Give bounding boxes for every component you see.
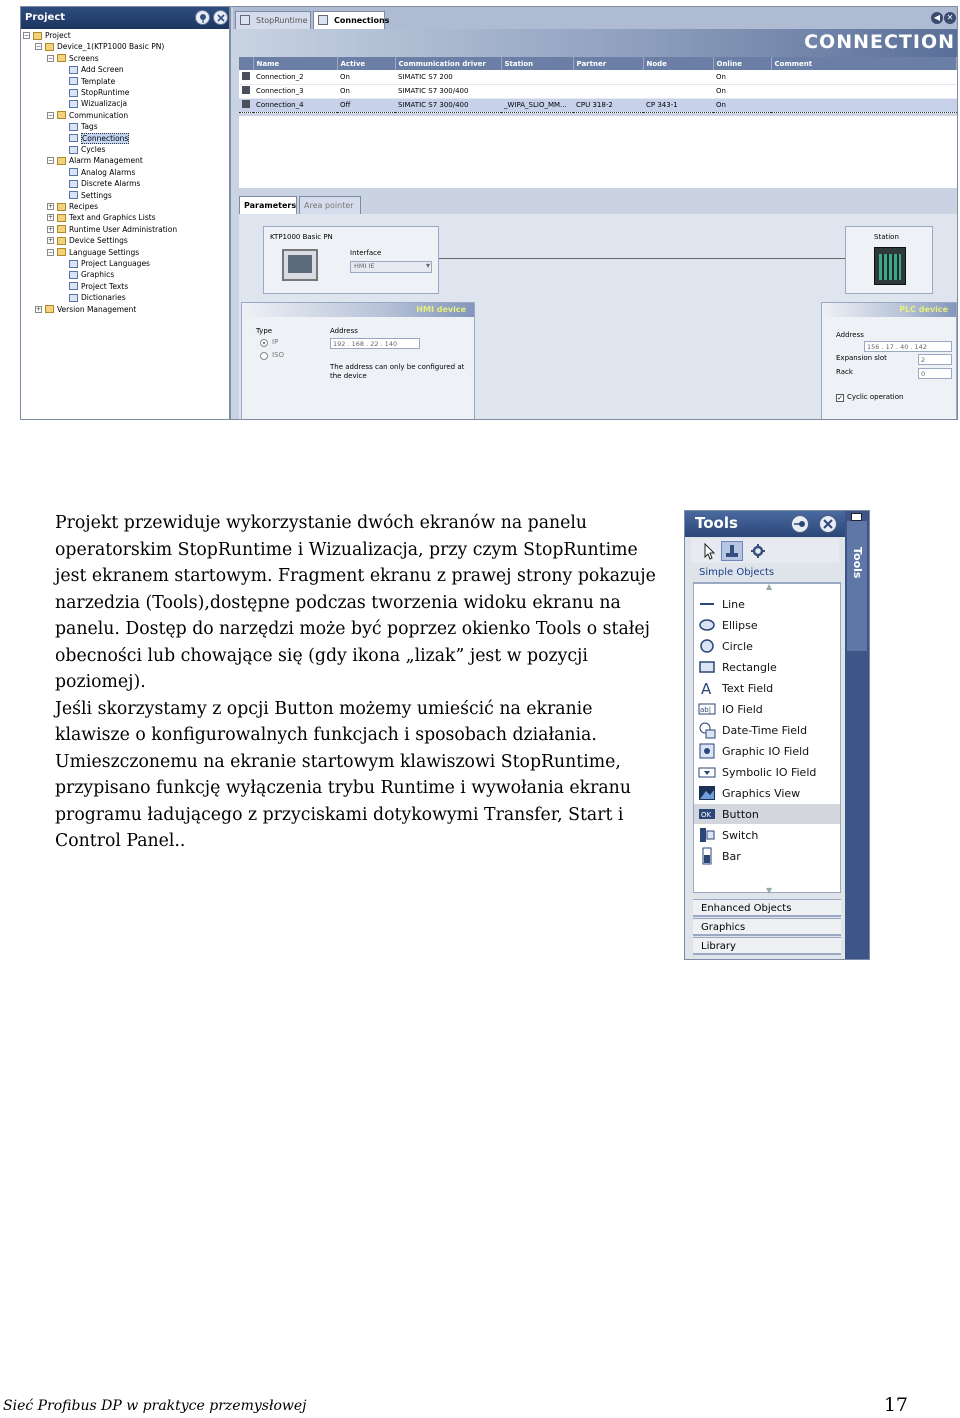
tree-item-label: Discrete Alarms — [81, 179, 141, 189]
plc-config-title: PLC device — [822, 303, 956, 317]
tree-item[interactable] — [23, 30, 71, 41]
tree-item-label: Screens — [69, 53, 99, 63]
table-cell[interactable]: Connection_2 — [253, 70, 337, 84]
connection-row-icon — [242, 100, 250, 108]
tree-item-label: Project Languages — [81, 259, 150, 268]
pointer-icon[interactable] — [697, 541, 719, 561]
switch-icon — [698, 826, 716, 844]
footer-title: Sieć Profibus DP w praktyce przemysłowej — [3, 1398, 307, 1414]
project-tree-panel — [21, 7, 231, 420]
objects-icon[interactable] — [721, 541, 743, 561]
tools-panel — [684, 510, 870, 960]
tool-item-date-time-field[interactable] — [694, 720, 840, 740]
col-name[interactable]: Name — [253, 57, 337, 70]
connections-editor — [233, 7, 957, 420]
tree-item-label: Add Screen — [81, 65, 124, 75]
col-online[interactable]: Online — [713, 57, 771, 70]
table-cell[interactable]: On — [337, 84, 395, 98]
project-tree-title: Project — [25, 12, 66, 23]
tree-item-label: Runtime User Administration — [69, 224, 178, 234]
item-icon — [69, 191, 78, 199]
paragraph-2: Jeśli skorzystamy z opcji Button możemy umieścić na ekranie klawisze o konfigurowalnych funkcjach i sposobach działania. Umieszczonemu na ekranie startowym klawiszowi StopRuntime, przypisano funkcję wyłączenia trybu Runtime i wywołania ekranu programu ładującego z przyciskami dotykowymi Transfer, Start i Control Panel.. — [55, 698, 631, 851]
tree-item-label: Template — [81, 76, 116, 86]
folder-icon — [57, 248, 66, 256]
table-cell[interactable]: On — [713, 84, 771, 98]
tree-item[interactable] — [47, 212, 156, 223]
connection-row-icon — [242, 72, 250, 80]
symbolic-io-icon — [698, 763, 716, 781]
hmi-address-field[interactable]: 192 . 168 . 22 . 140 — [330, 338, 420, 349]
tool-item-label: Text Field — [722, 681, 774, 695]
section-library[interactable]: Library — [693, 937, 841, 955]
item-icon — [69, 77, 78, 85]
interface-label: Interface — [350, 249, 382, 257]
tree-item-label: Graphics — [81, 270, 115, 280]
type-ip-radio[interactable] — [260, 339, 268, 347]
body-text — [55, 510, 670, 855]
io-field-icon — [698, 700, 716, 718]
plc-station-card — [845, 226, 933, 294]
tool-item-rectangle[interactable] — [694, 657, 840, 677]
tool-item-text-field[interactable] — [694, 678, 840, 698]
type-iso-radio[interactable] — [260, 352, 268, 360]
plc-address-label: Address — [836, 331, 864, 339]
folder-icon — [33, 32, 42, 40]
table-cell[interactable]: On — [337, 70, 395, 84]
line-icon — [698, 595, 716, 613]
station-label: Station — [874, 233, 899, 241]
tree-item[interactable] — [59, 98, 127, 109]
plc-address-field[interactable]: 156 . 17 . 40 . 142 — [864, 341, 952, 352]
tree-expand-icon[interactable]: + — [48, 225, 54, 233]
cyclic-operation-label: Cyclic operation — [847, 393, 904, 401]
col-node[interactable]: Node — [643, 57, 713, 70]
folder-icon — [57, 237, 66, 245]
tools-side-tab[interactable] — [847, 521, 867, 651]
table-cell[interactable]: SIMATIC S7 300/400 — [395, 98, 501, 112]
hmi-address-note: The address can only be configured at the device — [330, 363, 465, 380]
section-graphics[interactable]: Graphics — [693, 918, 841, 936]
svg-text:OK: OK — [701, 811, 712, 819]
rectangle-icon — [698, 658, 716, 676]
col-station[interactable]: Station — [501, 57, 573, 70]
tree-expand-icon[interactable]: + — [48, 203, 54, 210]
table-row[interactable] — [239, 84, 957, 98]
hmi-device-card — [263, 226, 439, 294]
tools-side-label: Tools — [851, 547, 864, 579]
pin-icon[interactable] — [791, 515, 809, 533]
item-icon — [69, 294, 78, 302]
tree-item-label: Project Texts — [81, 281, 129, 291]
parameters-area — [239, 214, 957, 420]
button-icon — [698, 805, 716, 823]
tree-item-label: Version Management — [57, 304, 137, 314]
ellipse-icon — [698, 616, 716, 634]
tree-item[interactable] — [47, 224, 177, 235]
tree-expand-icon[interactable]: + — [36, 305, 42, 313]
table-cell[interactable]: Connection_4 — [253, 98, 337, 112]
col-comment[interactable]: Comment — [771, 57, 957, 70]
tree-item[interactable] — [59, 258, 150, 269]
tools-toolbar — [691, 539, 839, 563]
interface-select[interactable]: HMI IE ▾ — [350, 261, 432, 273]
expansion-slot-label: Expansion slot — [836, 354, 887, 362]
tool-item-label: Switch — [722, 828, 759, 842]
banner-title: CONNECTION — [804, 31, 955, 53]
tool-item-button[interactable] — [694, 804, 840, 824]
tab-parameters[interactable]: Parameters — [239, 196, 297, 214]
tree-item[interactable] — [35, 41, 164, 52]
tab-prev-icon[interactable]: ◀ — [931, 12, 943, 24]
tree-item-label: Alarm Management — [69, 156, 143, 166]
section-enhanced-objects[interactable]: Enhanced Objects — [693, 899, 841, 917]
tool-item-graphics-view[interactable] — [694, 783, 840, 803]
tree-item-label: Analog Alarms — [81, 167, 136, 177]
tool-item-bar[interactable] — [694, 846, 840, 866]
tab-connections[interactable]: Connections — [313, 11, 385, 29]
item-icon — [69, 282, 78, 290]
folder-icon — [57, 111, 66, 119]
tree-item-label: Wizualizacja — [81, 99, 128, 109]
tree-item[interactable] — [59, 281, 128, 292]
folder-icon — [57, 203, 66, 211]
tool-item-label: Line — [722, 597, 745, 611]
table-cell[interactable]: On — [713, 98, 771, 112]
table-cell[interactable] — [573, 70, 643, 84]
page-number: 17 — [883, 1394, 908, 1416]
tree-item-label: Tags — [81, 122, 98, 132]
table-cell[interactable] — [573, 84, 643, 98]
tree-expand-icon[interactable]: − — [48, 54, 54, 62]
tree-item-label: Device Settings — [69, 236, 128, 246]
tab-area-pointer[interactable]: Area pointer — [299, 196, 361, 214]
tree-item-label: Recipes — [69, 202, 98, 211]
svg-text:ab|: ab| — [700, 706, 712, 714]
tree-item[interactable] — [59, 87, 129, 98]
table-cell[interactable] — [643, 84, 713, 98]
tool-item-label: Symbolic IO Field — [722, 765, 817, 779]
connection-row-icon — [242, 86, 250, 94]
folder-icon — [57, 157, 66, 165]
tree-item[interactable] — [59, 190, 112, 201]
item-icon — [69, 146, 78, 154]
table-cell[interactable]: Connection_3 — [253, 84, 337, 98]
plc-device-config — [821, 302, 957, 420]
project-tree-header — [21, 7, 229, 29]
tool-item-label: Circle — [722, 639, 753, 653]
tool-item-label: Graphic IO Field — [722, 744, 810, 758]
col-partner[interactable]: Partner — [573, 57, 643, 70]
table-cell[interactable]: Off — [337, 98, 395, 112]
tree-expand-icon[interactable]: − — [48, 157, 54, 165]
table-cell[interactable]: _WIPA_SLIO_MM... — [501, 98, 573, 112]
date-time-icon — [698, 721, 716, 739]
table-cell[interactable]: On — [713, 70, 771, 84]
tree-item[interactable] — [35, 304, 136, 315]
table-cell[interactable] — [501, 70, 573, 84]
tool-item-graphic-io-field[interactable] — [694, 741, 840, 761]
item-icon — [69, 66, 78, 74]
item-icon — [69, 260, 78, 268]
tools-header — [685, 511, 845, 537]
tree-item-label: Language Settings — [69, 247, 140, 257]
col-active[interactable]: Active — [337, 57, 395, 70]
item-icon — [69, 123, 78, 131]
tree-item[interactable] — [59, 133, 129, 144]
rack-field[interactable]: 0 — [918, 368, 952, 379]
table-cell[interactable]: CP 343-1 — [643, 98, 713, 112]
table-row[interactable] — [239, 70, 957, 84]
network-line — [439, 258, 845, 259]
folder-icon — [57, 54, 66, 62]
tool-item-label: Graphics View — [722, 786, 801, 800]
table-cell[interactable]: SIMATIC S7 300/400 — [395, 84, 501, 98]
folder-icon — [45, 305, 54, 313]
tool-item-io-field[interactable] — [694, 699, 840, 719]
item-icon — [69, 134, 78, 142]
table-empty-area — [239, 116, 957, 188]
connections-icon — [318, 15, 328, 25]
folder-icon — [45, 43, 54, 51]
tool-item-ellipse[interactable] — [694, 615, 840, 635]
svg-text:A: A — [701, 680, 712, 697]
tool-item-label: Ellipse — [722, 618, 758, 632]
table-row[interactable] — [239, 98, 957, 112]
tree-expand-icon[interactable]: − — [24, 32, 30, 39]
table-header-row — [239, 57, 957, 70]
connections-banner — [233, 29, 957, 57]
hmi-address-label: Address — [330, 327, 358, 335]
row-marker-cell — [239, 70, 253, 84]
row-marker-header — [239, 57, 253, 70]
tree-item-label: Project — [45, 31, 71, 40]
plc-rack-icon — [874, 247, 906, 285]
tool-item-circle[interactable] — [694, 636, 840, 656]
hmi-panel-icon — [282, 249, 318, 281]
tool-item-symbolic-io-field[interactable] — [694, 762, 840, 782]
tree-item[interactable] — [59, 121, 98, 132]
item-icon — [69, 89, 78, 97]
tree-expand-icon[interactable]: − — [36, 43, 42, 51]
tab-stopruntime[interactable]: StopRuntime — [235, 11, 311, 29]
type-ip-label: IP — [272, 338, 279, 346]
graphic-io-icon — [698, 742, 716, 760]
screen-icon — [240, 15, 250, 25]
tool-item-line[interactable] — [694, 594, 840, 614]
table-cell[interactable] — [771, 84, 957, 98]
tree-item[interactable] — [47, 110, 128, 121]
cyclic-operation-checkbox[interactable]: ✓ — [837, 394, 843, 402]
text-field-icon — [698, 679, 716, 697]
simple-objects-header[interactable]: Simple Objects — [693, 565, 841, 583]
tree-expand-icon[interactable]: − — [48, 111, 54, 119]
scroll-up-icon[interactable]: ▲ — [766, 582, 773, 591]
tool-item-label: Date-Time Field — [722, 723, 808, 737]
tree-item-label: Text and Graphics Lists — [69, 213, 156, 223]
table-cell[interactable] — [501, 84, 573, 98]
tree-item[interactable] — [47, 53, 99, 64]
connections-table-body — [239, 70, 957, 112]
item-icon — [69, 271, 78, 279]
tool-item-label: IO Field — [722, 702, 763, 716]
tree-item[interactable] — [59, 269, 114, 280]
tools-title: Tools — [695, 514, 738, 532]
tree-item[interactable] — [59, 178, 140, 189]
item-icon — [69, 168, 78, 176]
tool-item-label: Rectangle — [722, 660, 777, 674]
tree-item[interactable] — [47, 155, 143, 166]
hmi-config-title: HMI device — [242, 303, 474, 317]
table-cell[interactable] — [771, 98, 957, 112]
row-marker-cell — [239, 84, 253, 98]
item-icon — [69, 100, 78, 108]
dock-pin-icon[interactable] — [851, 513, 862, 521]
tree-item[interactable] — [59, 167, 135, 178]
close-icon[interactable] — [819, 515, 837, 533]
tree-item[interactable] — [47, 247, 139, 258]
rack-label: Rack — [836, 368, 853, 376]
tree-item[interactable] — [47, 201, 98, 212]
tree-item[interactable] — [59, 76, 115, 87]
tree-item-label: Dictionaries — [81, 293, 126, 303]
circle-icon — [698, 637, 716, 655]
bar-icon — [698, 847, 716, 865]
tree-expand-icon[interactable]: + — [48, 214, 54, 222]
type-label: Type — [256, 327, 273, 335]
hmi-device-config — [241, 302, 475, 420]
expansion-slot-field[interactable]: 2 — [918, 354, 952, 365]
tree-item-label: Cycles — [81, 145, 106, 154]
tree-item-label: Connections — [82, 133, 129, 143]
folder-icon — [57, 225, 66, 233]
connections-table — [239, 57, 957, 113]
row-marker-cell — [239, 98, 253, 112]
tree-expand-icon[interactable]: − — [48, 248, 54, 256]
tree-item-label: Communication — [69, 110, 129, 120]
tools-gear-icon[interactable] — [747, 541, 769, 561]
editor-tab-bar — [233, 7, 957, 29]
hmi-device-name: KTP1000 Basic PN — [270, 233, 333, 241]
pin-icon[interactable] — [195, 10, 210, 25]
tree-item[interactable] — [59, 292, 126, 303]
tools-dock-bar — [845, 511, 869, 960]
tree-item-label: Settings — [81, 190, 112, 200]
tree-item[interactable] — [59, 144, 105, 155]
folder-icon — [57, 214, 66, 222]
type-iso-label: ISO — [272, 351, 285, 359]
table-cell[interactable]: SIMATIC S7 200 — [395, 70, 501, 84]
simple-objects-list — [693, 583, 841, 893]
tool-item-switch[interactable] — [694, 825, 840, 845]
close-icon[interactable] — [213, 10, 228, 25]
tool-item-label: Button — [722, 807, 759, 821]
tree-item[interactable] — [47, 235, 128, 246]
tool-item-label: Bar — [722, 849, 741, 863]
item-icon — [69, 180, 78, 188]
table-cell[interactable]: CPU 318-2 — [573, 98, 643, 112]
graphics-view-icon — [698, 784, 716, 802]
tree-expand-icon[interactable]: + — [48, 237, 54, 245]
table-cell[interactable] — [771, 70, 957, 84]
scroll-down-icon[interactable]: ▼ — [766, 886, 773, 895]
tree-item-label: StopRuntime — [81, 88, 130, 97]
tree-item[interactable] — [59, 64, 124, 75]
tab-close-icon[interactable]: ✕ — [944, 12, 956, 24]
tree-item-label: Device_1(KTP1000 Basic PN) — [57, 42, 165, 52]
wincc-screenshot — [20, 6, 958, 420]
col-driver[interactable]: Communication driver — [395, 57, 501, 70]
paragraph-1: Projekt przewiduje wykorzystanie dwóch ekranów na panelu operatorskim StopRuntime i Wizualizacja, przy czym StopRuntime jest ekranem startowym. Fragment ekranu z prawej strony pokazuje narzedzia (Tools),dostępne podczas tworzenia widoku ekranu na panelu. Dostęp do narzędzi może być poprzez okienko Tools o stałej obecności lub chowające się (gdy ikona „lizak” jest w pozycji poziomej). — [55, 513, 656, 692]
table-cell[interactable] — [643, 70, 713, 84]
